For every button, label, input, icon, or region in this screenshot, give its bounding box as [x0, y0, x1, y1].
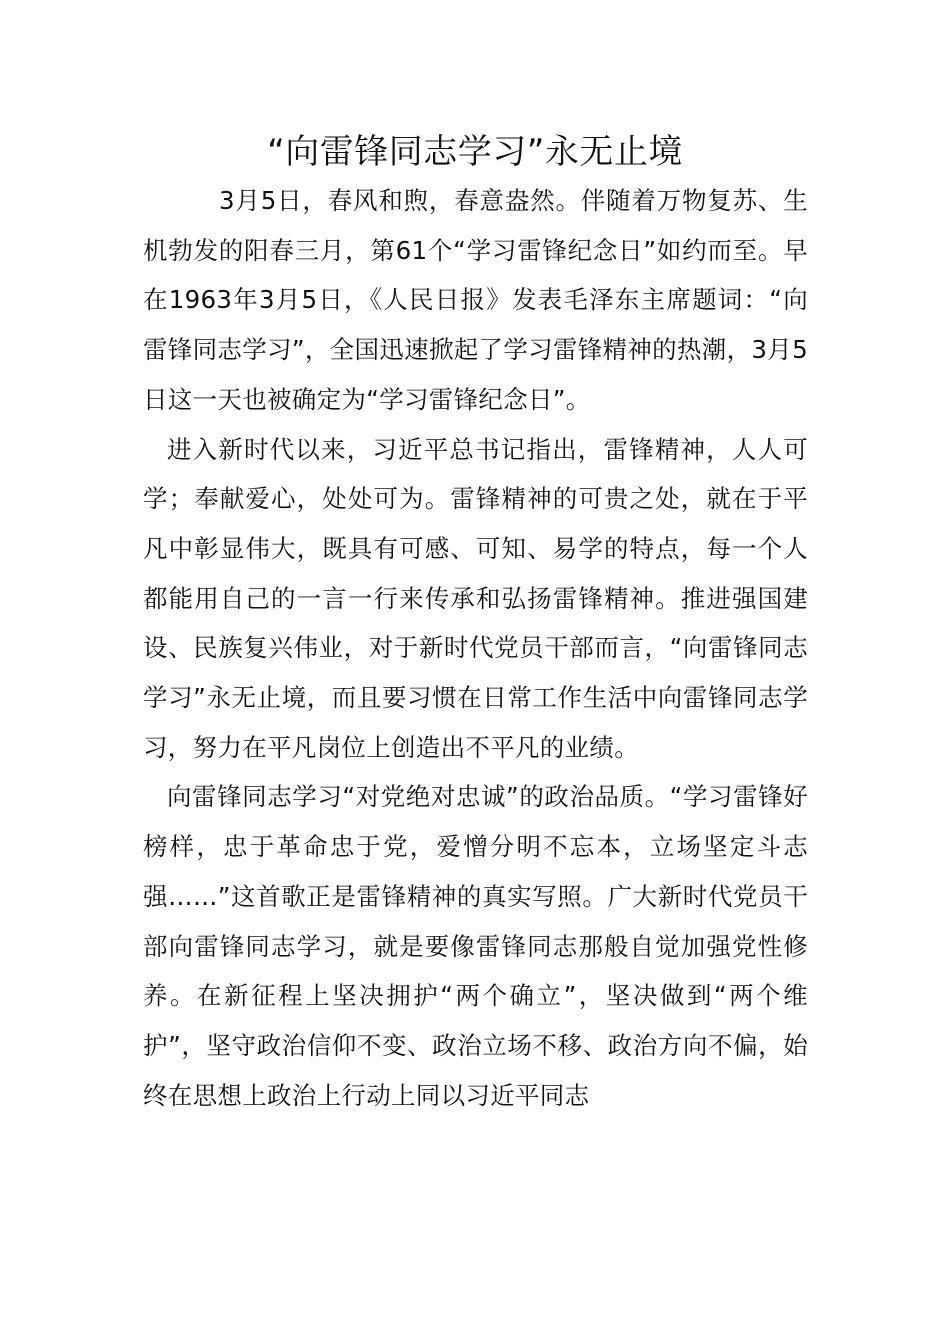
document-title: “向雷锋同志学习”永无止境: [267, 132, 683, 172]
paragraph-3: 向雷锋同志学习“对党绝对忠诚”的政治品质。“学习雷锋好榜样，忠于革命忠于党，爱憎分明不忘本，立场坚定斗志强……”这首歌正是雷锋精神的真实写照。广大新时代党员干部向雷锋同志学习，就是要像雷锋同志那般自觉加强党性修养。在新征程上坚决拥护“两个确立”，坚决做到“两个维护”，坚守政治信仰不变、政治立场不移、政治方向不偏，始终在思想上政治上行动上同以习近平同志: [143, 782, 808, 1110]
paragraph-2: 进入新时代以来，习近平总书记指出，雷锋精神，人人可学；奉献爱心，处处可为。雷锋精神的可贵之处，就在于平凡中彰显伟大，既具有可感、可知、易学的特点，每一个人都能用自己的一言一行来传承和弘扬雷锋精神。推进强国建设、民族复兴伟业，对于新时代党员干部而言，“向雷锋同志学习”永无止境，而且要习惯在日常工作生活中向雷锋同志学习，努力在平凡岗位上创造出不平凡的业绩。: [143, 434, 808, 762]
document-body: [143, 176, 808, 1120]
paragraph-1: 3月5日，春风和煦，春意盎然。伴随着万物复苏、生机勃发的阳春三月，第61个“学习雷锋纪念日”如约而至。早在1963年3月5日，《人民日报》发表毛泽东主席题词：“向雷锋同志学习”，全国迅速掀起了学习雷锋精神的热潮，3月5日这一天也被确定为“学习雷锋纪念日”。: [143, 186, 808, 414]
